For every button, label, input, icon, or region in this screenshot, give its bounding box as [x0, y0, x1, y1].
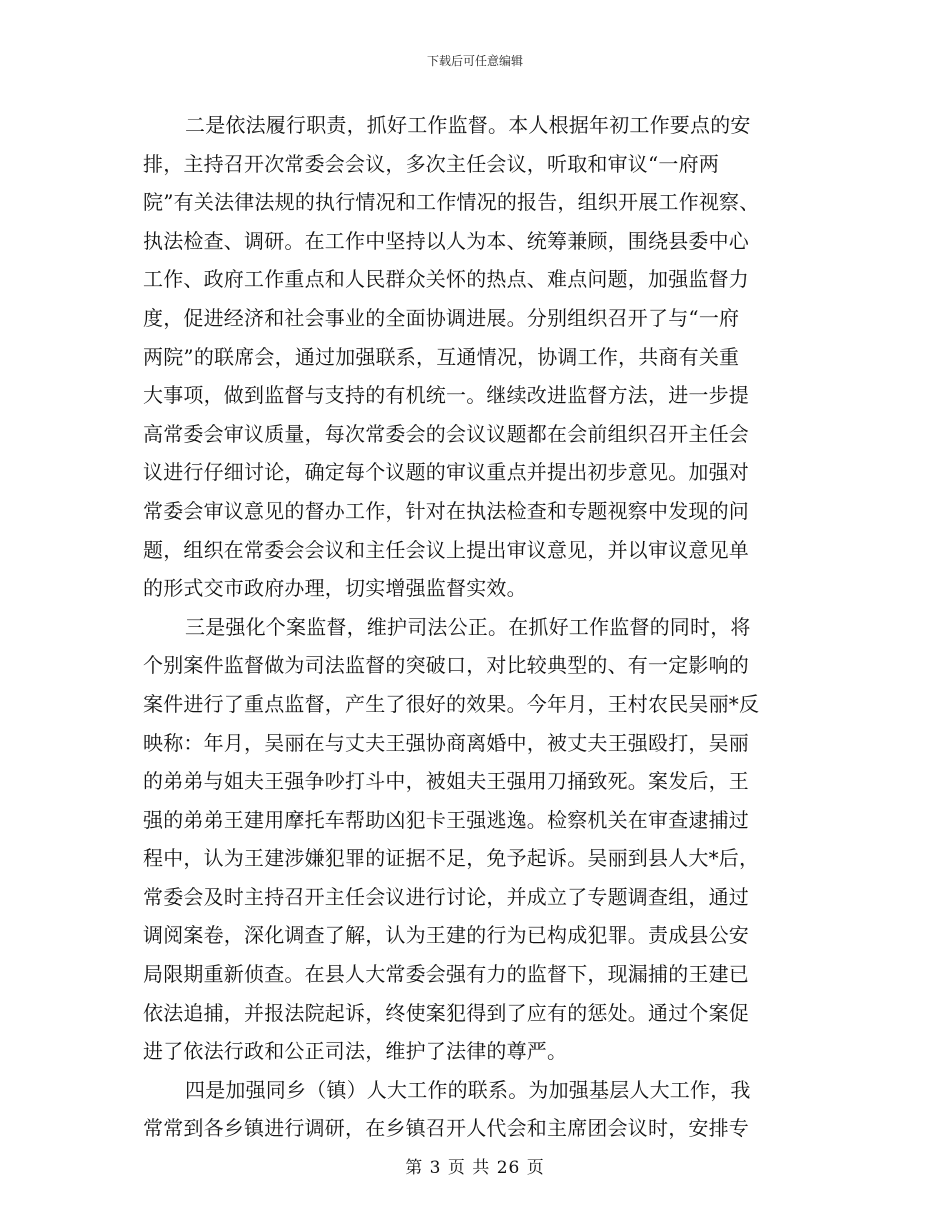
paragraph-line: 常常到各乡镇进行调研，在乡镇召开人代会和主席团会议时，安排专: [143, 1116, 749, 1141]
paragraph-line: 个别案件监督做为司法监督的突破口，对比较典型的、有一定影响的: [143, 653, 749, 678]
paragraph-line: 程中，认为王建涉嫌犯罪的证据不足，免予起诉。吴丽到县人大*后，: [143, 846, 760, 871]
paragraph-line: 调阅案卷，深化调查了解，认为王建的行为已构成犯罪。责成县公安: [143, 923, 749, 948]
paragraph-line: 三是强化个案监督，维护司法公正。在抓好工作监督的同时，将: [185, 614, 751, 639]
paragraph-line: 案件进行了重点监督，产生了很好的效果。今年月，王村农民吴丽*反: [143, 691, 760, 716]
paragraph-line: 题，组织在常委会会议和主任会议上提出审议意见，并以审议意见单: [143, 537, 749, 562]
paragraph-line: 的弟弟与姐夫王强争吵打斗中，被姐夫王强用刀捅致死。案发后，王: [143, 769, 749, 794]
paragraph-line: 常委会及时主持召开主任会议进行讨论，并成立了专题调查组，通过: [143, 884, 749, 909]
paragraph-line: 依法追捕，并报法院起诉，终使案犯得到了应有的惩处。通过个案促: [143, 1000, 749, 1025]
paragraph-line: 排，主持召开次常委会会议，多次主任会议，听取和审议“一府两: [143, 151, 720, 176]
paragraph-line: 院”有关法律法规的执行情况和工作情况的报告，组织开展工作视察、: [143, 190, 760, 215]
paragraph-line: 执法检查、调研。在工作中坚持以人为本、统筹兼顾，围绕县委中心: [143, 228, 749, 253]
paragraph-line: 进了依法行政和公正司法，维护了法律的尊严。: [143, 1039, 568, 1064]
paragraph-line: 局限期重新侦查。在县人大常委会强有力的监督下，现漏捕的王建已: [143, 962, 749, 987]
paragraph-line: 强的弟弟王建用摩托车帮助凶犯卡王强逃逸。检察机关在审查逮捕过: [143, 807, 749, 832]
page-footer: 第 3 页 共 26 页: [405, 1158, 545, 1178]
paragraph-line: 议进行仔细讨论，确定每个议题的审议重点并提出初步意见。加强对: [143, 460, 749, 485]
paragraph-line: 两院”的联席会，通过加强联系，互通情况，协调工作，共商有关重: [143, 344, 740, 369]
paragraph-line: 的形式交市政府办理，切实增强监督实效。: [143, 576, 527, 601]
page-header: 下载后可任意编辑: [426, 54, 523, 68]
paragraph-line: 度，促进经济和社会事业的全面协调进展。分别组织召开了与“一府: [143, 305, 740, 330]
paragraph-line: 高常委会审议质量，每次常委会的会议议题都在会前组织召开主任会: [143, 421, 749, 446]
paragraph-line: 大事项，做到监督与支持的有机统一。继续改进监督方法，进一步提: [143, 383, 749, 408]
paragraph-line: 二是依法履行职责，抓好工作监督。本人根据年初工作要点的安: [185, 113, 751, 137]
body-text: [143, 106, 803, 1148]
paragraph-line: 常委会审议意见的督办工作，针对在执法检查和专题视察中发现的问: [143, 498, 749, 523]
paragraph-line: 工作、政府工作重点和人民群众关怀的热点、难点问题，加强监督力: [143, 267, 749, 292]
paragraph-line: 四是加强同乡（镇）人大工作的联系。为加强基层人大工作，我: [185, 1077, 751, 1102]
paragraph-line: 映称：年月，吴丽在与丈夫王强协商离婚中，被丈夫王强殴打，吴丽: [143, 730, 749, 755]
